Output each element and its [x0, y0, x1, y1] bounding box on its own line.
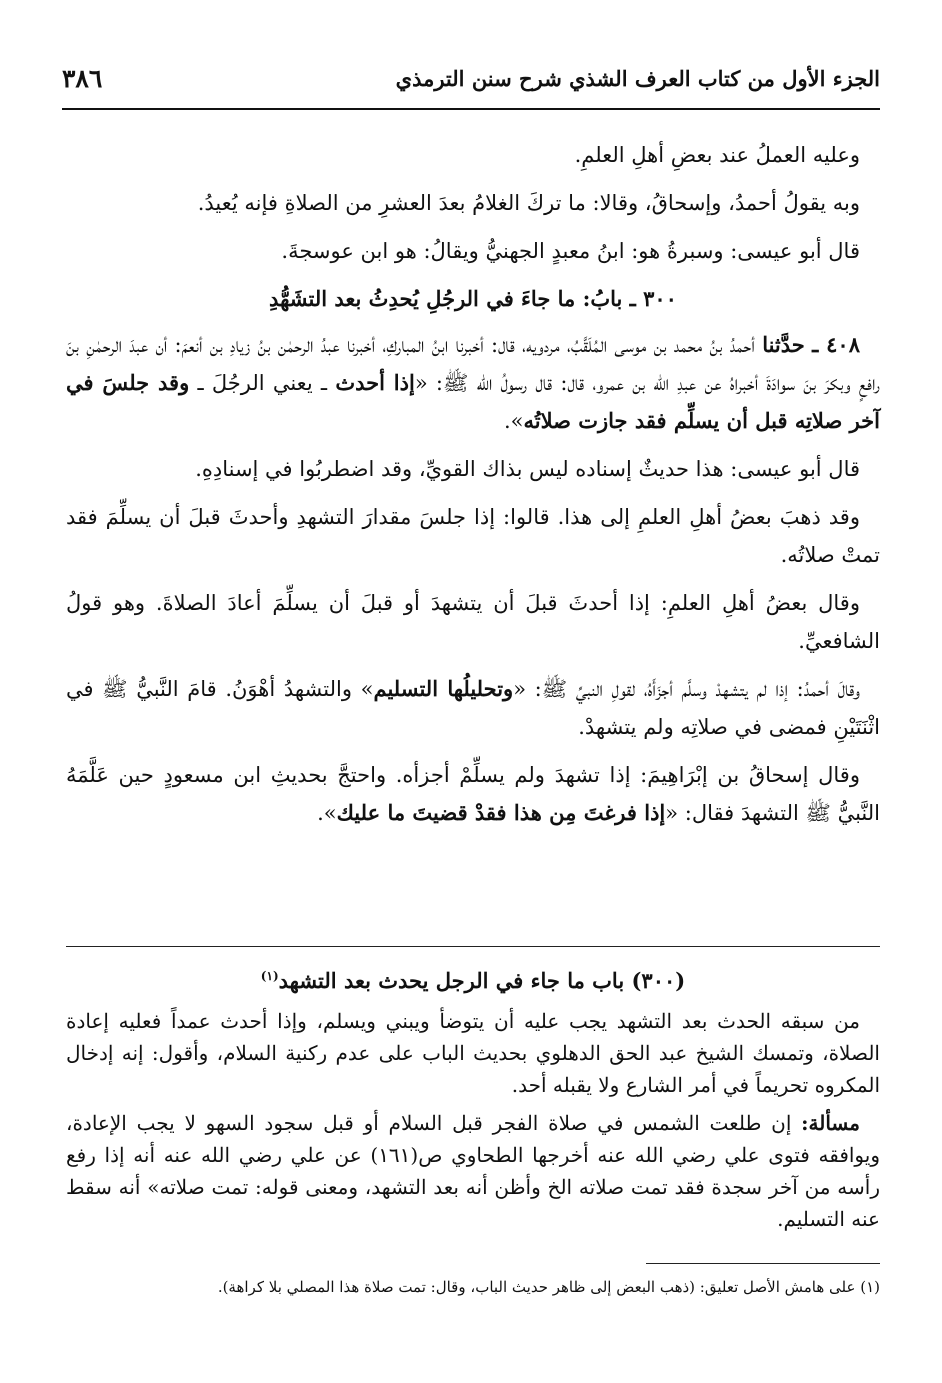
commentary-section [66, 960, 880, 1241]
paragraph: قال أبو عيسى: هذا حديثٌ إسناده ليس بذاك القويِّ، وقد اضطربُوا في إسنادِهِ. [195, 457, 860, 481]
header-divider [62, 108, 880, 110]
ishaq-quote: إذا فرغتَ مِن هذا فقدْ قضيتَ ما عليك [336, 800, 666, 825]
page-number: ٣٨٦ [62, 63, 103, 93]
main-text [66, 136, 880, 842]
hadith-close: ». [503, 409, 524, 433]
hadith-matn-b: وقد جلسَ في آخر صلاتِه قبل أن يسلِّم فقد جازت صلاتُه [66, 370, 880, 433]
page-header [62, 58, 880, 98]
paragraph: وقال بعضُ أهلِ العلمِ: إذا أحدثَ قبلَ أن يتشهدَ أو قبلَ أن يسلِّمَ أعادَ الصلاةَ. وهو قولُ الشافعيِّ. [66, 591, 880, 653]
running-title: الجزء الأول من كتاب العرف الشذي شرح سنن الترمذي [395, 65, 880, 91]
ishaq-paragraph [66, 756, 880, 832]
ishaq-post: ». [317, 801, 337, 825]
commentary-title [66, 960, 880, 997]
ishaq-pre: وقال إسحاقُ بن إبْرَاهِيمَ: إذا تشهدَ ولم يسلِّمْ أجزأه. واحتجَّ بحديثِ ابن مسعودٍ حين عَلَّمَهُ النَّبيُّ ﷺ التشهدَ فقال: « [66, 763, 880, 825]
hadith-matn-a: إذا أحدث [335, 370, 415, 395]
paragraph: وبه يقولُ أحمدُ، وإسحاقُ، وقالا: ما تركَ الغلامُ بعدَ العشرِ من الصلاةِ فإنه يُعيدُ. [197, 191, 860, 215]
ahmad-quote: وتحليلُها التسليم [373, 676, 514, 701]
footnote: (١) على هامش الأصل تعليق: (ذهب البعض إلى ظاهر حديث الباب، وقال: تمت صلاة هذا المصلي بلا كراهة). [217, 1278, 880, 1296]
footnote-marker: (١) [260, 969, 279, 983]
ahmad-post: » والتشهدُ أهْوَنُ. قامَ النَّبيُّ ﷺ في اثْنَتَيْنِ فمضى في صلاتِه ولم يتشهدْ. [66, 677, 880, 739]
paragraph: وقد ذهبَ بعضُ أهلِ العلمِ إلى هذا. قالوا: إذا جلسَ مقدارَ التشهدِ وأحدثَ قبلَ أن يسلِّمَ فقد تمتْ صلاتُه. [66, 505, 880, 567]
footnote-divider [646, 1263, 880, 1264]
hadith-number: ٤٠٨ ـ [812, 332, 860, 357]
commentary-paragraph: من سبقه الحدث بعد التشهد يجب عليه أن يتوضأ ويبني ويسلم، وإذا أحدث عمداً فعليه إعادة الصلاة، وتمسك الشيخ عبد الحق الدهلوي بحديث الباب على عدم ركنية السلام، وأقول: إنه إدخال المكروه تحريماً في أمر الشارع ولا يقبله أحد. [66, 1009, 880, 1097]
hadith-isnad: أحمدُ بنُ محمد بن موسى المُلَقَّبُ، مردويه، قال: أخبرنا ابنُ المباركِ، أخبرنا عبدُ الرحمٰن بنُ زيادِ بن أنعمَ: أن عبدَ الرحمٰنِ بنَ رافعٍ وبكرَ بنَ سوادَةَ أخبراهُ عن عبدِ الله بن عمرو، قال: قال رسولُ الله ﷺ: « [66, 333, 880, 395]
chapter-title: ٣٠٠ ـ بابُ: ما جاءَ في الرجُلِ يُحدِثُ بعد التشَهُّدِ [269, 286, 677, 311]
masala-label: مسألة: [801, 1111, 860, 1135]
ahmad-paragraph [66, 670, 880, 746]
haddathana-word: حدَّثنا [762, 332, 805, 357]
paragraph: قال أبو عيسى: وسبرةُ هو: ابنُ معبدٍ الجهنيُّ ويقالُ: هو ابن عوسجةَ. [281, 239, 860, 263]
commentary-title-text: (٣٠٠) باب ما جاء في الرجل يحدث بعد التشهد [278, 968, 686, 993]
masala-text: إن طلعت الشمس في صلاة الفجر قبل السلام أو قبل سجود السهو لا يجب الإعادة، ويوافقه فتوى علي رضي الله عنه أخرجها الطحاوي ص(١٦١) عن علي رضي الله عنه أنه إذا رفع رأسه من آخر سجدة فقد تمت صلاته الخ وأظن أنه بعد التشهد، ومعنى قوله: تمت صلاته» أنه سقط عنه التسليم. [66, 1111, 880, 1231]
ahmad-pre: وقالَ أحمدُ: إذا لم يتشهدْ وسلَّم أجزَأَهُ، لقولِ النبيِّ ﷺ: « [513, 677, 860, 701]
masala-paragraph [66, 1107, 880, 1235]
hadith-matn-mid: ـ يعني الرجُلَ ـ [189, 371, 336, 395]
hadith-paragraph [66, 326, 880, 440]
paragraph: وعليه العملُ عند بعضِ أهلِ العلمِ. [574, 143, 860, 167]
commentary-divider [66, 946, 880, 947]
